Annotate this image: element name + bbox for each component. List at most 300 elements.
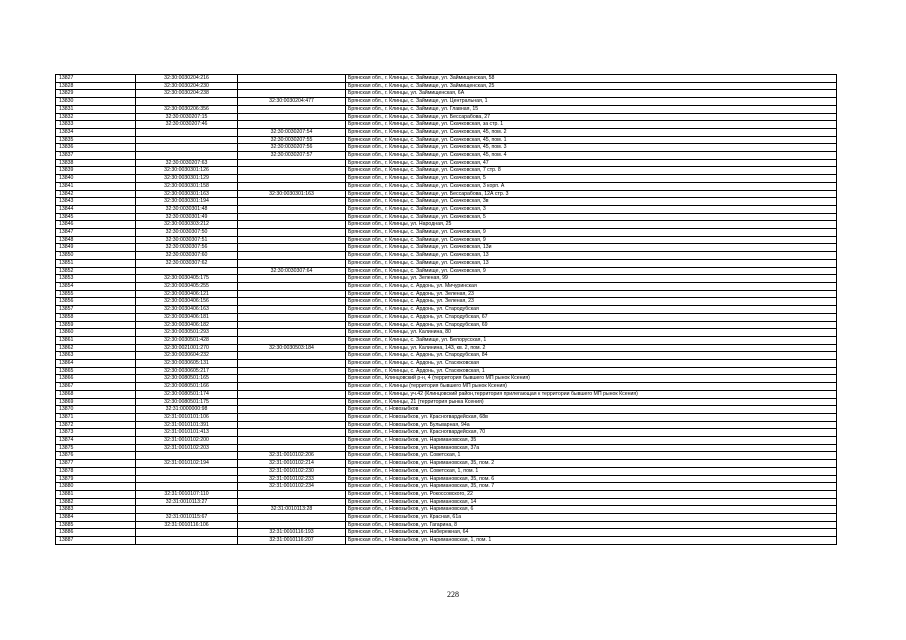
cadastral-number-cell xyxy=(136,467,238,475)
table-row xyxy=(56,490,837,498)
cadastral-number-cell: 32:30:0030307:56 xyxy=(136,244,238,252)
address-cell: Брянская обл., г. Клинцы, ул. Зеленая, 99 xyxy=(346,275,837,283)
table-row xyxy=(56,498,837,506)
address-cell: Брянская обл., г. Новозыбков, ул. Красногвардейская, 70 xyxy=(346,429,837,437)
linked-cadastral-number-cell xyxy=(238,75,346,83)
cadastral-number-cell xyxy=(136,475,238,483)
linked-cadastral-number-cell xyxy=(238,321,346,329)
row-number-cell: 13856 xyxy=(56,298,136,306)
address-cell: Брянская обл., г. Новозыбков, ул. Советская, 1 xyxy=(346,452,837,460)
row-number-cell: 13884 xyxy=(56,514,136,522)
row-number-cell: 13857 xyxy=(56,306,136,314)
linked-cadastral-number-cell: 32:31:0010113:28 xyxy=(238,506,346,514)
cadastral-number-cell: 32:31:0010102:203 xyxy=(136,444,238,452)
linked-cadastral-number-cell xyxy=(238,205,346,213)
address-cell: Брянская обл., г. Клинцы, с. Ардонь, ул. Стародубская, 69 xyxy=(346,321,837,329)
address-cell: Брянская обл., г. Клинцы, с. Займище, ул. Скачковская, 9 xyxy=(346,236,837,244)
table-row xyxy=(56,390,837,398)
address-cell: Брянская обл., г. Клинцы, с. Займище, ул. Скачковская, 5 xyxy=(346,213,837,221)
cadastral-number-cell: 32:30:0030307:62 xyxy=(136,259,238,267)
table-row xyxy=(56,82,837,90)
table-row xyxy=(56,152,837,160)
table-row xyxy=(56,537,837,545)
cadastral-number-cell xyxy=(136,144,238,152)
table-row xyxy=(56,144,837,152)
table-row xyxy=(56,383,837,391)
table-row xyxy=(56,128,837,136)
table-row xyxy=(56,229,837,237)
table-row xyxy=(56,182,837,190)
linked-cadastral-number-cell: 32:30:0030207:56 xyxy=(238,144,346,152)
address-cell: Брянская обл., г. Новозыбков, ул. Гагарина, 8 xyxy=(346,521,837,529)
cadastral-number-cell xyxy=(136,128,238,136)
table-row xyxy=(56,413,837,421)
cadastral-number-cell: 32:30:0030307:51 xyxy=(136,236,238,244)
table-row xyxy=(56,198,837,206)
address-cell: Брянская обл., г. Клинцы, с. Займище, ул. Скачковская, 3в xyxy=(346,198,837,206)
row-number-cell: 13854 xyxy=(56,282,136,290)
address-cell: Брянская обл., г. Клинцы, с. Займище, ул. Скачковская, 45, пом. 3 xyxy=(346,144,837,152)
cadastral-number-cell: 32:30:0030406:181 xyxy=(136,313,238,321)
address-cell: Брянская обл., г. Клинцы, с. Ардонь, ул. Стасюковская xyxy=(346,360,837,368)
row-number-cell: 13860 xyxy=(56,329,136,337)
table-row xyxy=(56,259,837,267)
address-cell: Брянская обл., г. Клинцы, с. Займище, ул. Скачковская, за стр. 1 xyxy=(346,121,837,129)
row-number-cell: 13883 xyxy=(56,506,136,514)
cadastral-number-cell xyxy=(136,452,238,460)
table-row xyxy=(56,75,837,83)
row-number-cell: 13847 xyxy=(56,229,136,237)
row-number-cell: 13849 xyxy=(56,244,136,252)
cadastral-number-cell: 32:30:0030405:175 xyxy=(136,275,238,283)
address-cell: Брянская обл., г. Клинцы, с. Займище, ул. Скачковская, 3 корп. А xyxy=(346,182,837,190)
cadastral-number-cell: 32:30:0030406:121 xyxy=(136,290,238,298)
cadastral-number-cell xyxy=(136,537,238,545)
table-row xyxy=(56,244,837,252)
address-cell: Брянская обл., г. Новозыбков, ул. Наримановская, 35, пом. 7 xyxy=(346,483,837,491)
linked-cadastral-number-cell: 32:30:0030204:477 xyxy=(238,98,346,106)
table-row xyxy=(56,175,837,183)
row-number-cell: 13841 xyxy=(56,182,136,190)
address-cell: Брянская обл., г. Клинцы, с. Займище, ул. Займищенская, 25 xyxy=(346,82,837,90)
row-number-cell: 13862 xyxy=(56,344,136,352)
table-row xyxy=(56,136,837,144)
linked-cadastral-number-cell xyxy=(238,306,346,314)
table-row xyxy=(56,313,837,321)
linked-cadastral-number-cell xyxy=(238,105,346,113)
cadastral-number-cell: 32:30:0030207:46 xyxy=(136,121,238,129)
address-cell: Брянская обл., г. Новозыбков, ул. Набережная, 64 xyxy=(346,529,837,537)
row-number-cell: 13865 xyxy=(56,367,136,375)
cadastral-number-cell: 32:30:0030301:129 xyxy=(136,175,238,183)
row-number-cell: 13834 xyxy=(56,128,136,136)
linked-cadastral-number-cell: 32:31:0010116:193 xyxy=(238,529,346,537)
address-cell: Брянская обл., г. Клинцы, с. Займище, ул. Скачковская, 5 xyxy=(346,175,837,183)
address-cell: Брянская обл., г. Клинцы, с. Займище, ул. Скачковская, 45, пом. 1 xyxy=(346,136,837,144)
linked-cadastral-number-cell xyxy=(238,352,346,360)
address-cell: Брянская обл., г. Клинцы, с. Займище, ул. Скачковская, 47 xyxy=(346,159,837,167)
address-cell: Брянская обл., г. Клинцы, с. Ардонь, ул. Мичуринская xyxy=(346,282,837,290)
cadastral-number-cell: 32:31:0010101:391 xyxy=(136,421,238,429)
linked-cadastral-number-cell xyxy=(238,437,346,445)
row-number-cell: 13843 xyxy=(56,198,136,206)
cadastral-number-cell: 32:31:0010116:106 xyxy=(136,521,238,529)
address-cell: Брянская обл., г. Клинцы, с. Займище, ул. Скачковская, 13 xyxy=(346,252,837,260)
cadastral-number-cell: 32:30:0030501:428 xyxy=(136,336,238,344)
linked-cadastral-number-cell xyxy=(238,198,346,206)
cadastral-number-cell: 32:30:0030206:356 xyxy=(136,105,238,113)
property-table xyxy=(55,74,837,545)
linked-cadastral-number-cell xyxy=(238,221,346,229)
linked-cadastral-number-cell xyxy=(238,329,346,337)
cadastral-number-cell: 32:30:0030204:216 xyxy=(136,75,238,83)
cadastral-number-cell: 32:30:0030405:255 xyxy=(136,282,238,290)
row-number-cell: 13868 xyxy=(56,390,136,398)
address-cell: Брянская обл., г. Клинцы, с. Займище, ул. Займищенская, 58 xyxy=(346,75,837,83)
cadastral-number-cell xyxy=(136,529,238,537)
linked-cadastral-number-cell xyxy=(238,259,346,267)
row-number-cell: 13833 xyxy=(56,121,136,129)
linked-cadastral-number-cell xyxy=(238,275,346,283)
cadastral-number-cell: 32:30:0030301:194 xyxy=(136,198,238,206)
cadastral-number-cell: 32:30:0080501:175 xyxy=(136,398,238,406)
table-row xyxy=(56,475,837,483)
row-number-cell: 13829 xyxy=(56,90,136,98)
address-cell: Брянская обл., г. Новозыбков, ул. Наримановская, 1, пом. 1 xyxy=(346,537,837,545)
linked-cadastral-number-cell xyxy=(238,398,346,406)
row-number-cell: 13836 xyxy=(56,144,136,152)
linked-cadastral-number-cell xyxy=(238,406,346,414)
table-row xyxy=(56,352,837,360)
linked-cadastral-number-cell: 32:31:0010102:206 xyxy=(238,452,346,460)
cadastral-number-cell: 32:30:0080501:174 xyxy=(136,390,238,398)
address-cell: Брянская обл., г. Новозыбков, ул. Наримановская, 14 xyxy=(346,498,837,506)
cadastral-number-cell: 32:30:0030604:232 xyxy=(136,352,238,360)
table-row xyxy=(56,105,837,113)
row-number-cell: 13879 xyxy=(56,475,136,483)
row-number-cell: 13863 xyxy=(56,352,136,360)
linked-cadastral-number-cell xyxy=(238,313,346,321)
cadastral-number-cell: 32:30:0030307:60 xyxy=(136,252,238,260)
address-cell: Брянская обл., г. Клинцы, с. Займище, ул. Белорусская, 1 xyxy=(346,336,837,344)
address-cell: Брянская обл., г. Клинцы, с. Займище, ул. Скачковская, 3 xyxy=(346,205,837,213)
cadastral-number-cell: 32:30:0080501:165 xyxy=(136,375,238,383)
address-cell: Брянская обл., г. Новозыбков, ул. Советская, 1, пом. 1 xyxy=(346,467,837,475)
linked-cadastral-number-cell: 32:31:0010102:230 xyxy=(238,467,346,475)
cadastral-number-cell: 32:31:0010107:110 xyxy=(136,490,238,498)
cadastral-number-cell xyxy=(136,136,238,144)
cadastral-number-cell xyxy=(136,483,238,491)
address-cell: Брянская обл., г. Клинцы, с. Ардонь, ул. Зеленая, 23 xyxy=(346,298,837,306)
table-body xyxy=(56,75,837,545)
address-cell: Брянская обл., г. Клинцы, с. Ардонь, ул. Стародубская xyxy=(346,306,837,314)
address-cell: Брянская обл., г. Клинцы, с. Ардонь, ул. Зеленая, 23 xyxy=(346,290,837,298)
linked-cadastral-number-cell: 32:31:0010102:214 xyxy=(238,460,346,468)
address-cell: Брянская обл., г. Новозыбков xyxy=(346,406,837,414)
linked-cadastral-number-cell xyxy=(238,213,346,221)
cadastral-number-cell: 32:30:0030303:212 xyxy=(136,221,238,229)
cadastral-number-cell: 32:30:0021001:270 xyxy=(136,344,238,352)
table-row xyxy=(56,275,837,283)
row-number-cell: 13850 xyxy=(56,252,136,260)
row-number-cell: 13840 xyxy=(56,175,136,183)
table-row xyxy=(56,298,837,306)
row-number-cell: 13882 xyxy=(56,498,136,506)
row-number-cell: 13827 xyxy=(56,75,136,83)
row-number-cell: 13844 xyxy=(56,205,136,213)
linked-cadastral-number-cell xyxy=(238,490,346,498)
cadastral-number-cell: 32:31:0010115:67 xyxy=(136,514,238,522)
linked-cadastral-number-cell: 32:31:0010102:233 xyxy=(238,475,346,483)
linked-cadastral-number-cell xyxy=(238,367,346,375)
table-row xyxy=(56,437,837,445)
row-number-cell: 13853 xyxy=(56,275,136,283)
linked-cadastral-number-cell xyxy=(238,167,346,175)
table-row xyxy=(56,506,837,514)
linked-cadastral-number-cell xyxy=(238,290,346,298)
address-cell: Брянская обл., г. Клинцы, с. Займище, ул. Бессарабова, 12А стр. 3 xyxy=(346,190,837,198)
table-row xyxy=(56,321,837,329)
linked-cadastral-number-cell: 32:30:0030207:55 xyxy=(238,136,346,144)
row-number-cell: 13864 xyxy=(56,360,136,368)
cadastral-number-cell: 32:30:0030204:230 xyxy=(136,82,238,90)
table-row xyxy=(56,113,837,121)
cadastral-number-cell: 32:30:0030207:63 xyxy=(136,159,238,167)
table-row xyxy=(56,467,837,475)
cadastral-number-cell: 32:30:0030406:163 xyxy=(136,306,238,314)
address-cell: Брянская обл., Клинцовский р-н, 4 (территория бывшего МП рынок Ксения) xyxy=(346,375,837,383)
row-number-cell: 13837 xyxy=(56,152,136,160)
table-row xyxy=(56,344,837,352)
linked-cadastral-number-cell xyxy=(238,298,346,306)
table-row xyxy=(56,306,837,314)
cadastral-number-cell: 32:30:0030301:49 xyxy=(136,213,238,221)
linked-cadastral-number-cell xyxy=(238,82,346,90)
linked-cadastral-number-cell xyxy=(238,90,346,98)
row-number-cell: 13874 xyxy=(56,437,136,445)
cadastral-number-cell: 32:30:0080501:166 xyxy=(136,383,238,391)
row-number-cell: 13858 xyxy=(56,313,136,321)
table-row xyxy=(56,121,837,129)
row-number-cell: 13855 xyxy=(56,290,136,298)
address-cell: Брянская обл., г. Клинцы, с. Займище, ул. Скачковская, 13и xyxy=(346,244,837,252)
linked-cadastral-number-cell: 32:31:0010102:234 xyxy=(238,483,346,491)
linked-cadastral-number-cell xyxy=(238,182,346,190)
row-number-cell: 13878 xyxy=(56,467,136,475)
cadastral-number-cell: 32:30:0030605:217 xyxy=(136,367,238,375)
linked-cadastral-number-cell xyxy=(238,421,346,429)
row-number-cell: 13842 xyxy=(56,190,136,198)
address-cell: Брянская обл., г. Клинцы, с. Займище, ул. Скачковская, 13 xyxy=(346,259,837,267)
row-number-cell: 13839 xyxy=(56,167,136,175)
linked-cadastral-number-cell xyxy=(238,175,346,183)
address-cell: Брянская обл., г. Клинцы, уч.42 (Клинцовский район,территория прилегающая к территории бывшего МП рынок Ксения) xyxy=(346,390,837,398)
linked-cadastral-number-cell xyxy=(238,429,346,437)
address-cell: Брянская обл., г. Новозыбков, ул. Красногвардейская, 68в xyxy=(346,413,837,421)
row-number-cell: 13876 xyxy=(56,452,136,460)
address-cell: Брянская обл., г. Клинцы, с. Займище, ул. Скачковская, 45, пом. 4 xyxy=(346,152,837,160)
row-number-cell: 13881 xyxy=(56,490,136,498)
linked-cadastral-number-cell: 32:30:0030503:184 xyxy=(238,344,346,352)
address-cell: Брянская обл., г. Клинцы, ул. Калинина, 80 xyxy=(346,329,837,337)
row-number-cell: 13886 xyxy=(56,529,136,537)
linked-cadastral-number-cell: 32:30:0030301:163 xyxy=(238,190,346,198)
row-number-cell: 13867 xyxy=(56,383,136,391)
cadastral-number-cell: 32:30:0030406:156 xyxy=(136,298,238,306)
table-row xyxy=(56,236,837,244)
table-row xyxy=(56,336,837,344)
row-number-cell: 13871 xyxy=(56,413,136,421)
table-row xyxy=(56,406,837,414)
cadastral-number-cell: 32:30:0030301:48 xyxy=(136,205,238,213)
linked-cadastral-number-cell xyxy=(238,498,346,506)
row-number-cell: 13831 xyxy=(56,105,136,113)
table-row xyxy=(56,375,837,383)
cadastral-number-cell: 32:31:0010102:194 xyxy=(136,460,238,468)
linked-cadastral-number-cell xyxy=(238,244,346,252)
row-number-cell: 13873 xyxy=(56,429,136,437)
row-number-cell: 13851 xyxy=(56,259,136,267)
row-number-cell: 13877 xyxy=(56,460,136,468)
row-number-cell: 13845 xyxy=(56,213,136,221)
cadastral-number-cell: 32:30:0030605:131 xyxy=(136,360,238,368)
row-number-cell: 13838 xyxy=(56,159,136,167)
table-row xyxy=(56,290,837,298)
linked-cadastral-number-cell: 32:30:0030307:64 xyxy=(238,267,346,275)
linked-cadastral-number-cell xyxy=(238,413,346,421)
cadastral-number-cell xyxy=(136,267,238,275)
row-number-cell: 13835 xyxy=(56,136,136,144)
table-row xyxy=(56,190,837,198)
linked-cadastral-number-cell xyxy=(238,229,346,237)
row-number-cell: 13861 xyxy=(56,336,136,344)
row-number-cell: 13852 xyxy=(56,267,136,275)
table-row xyxy=(56,98,837,106)
table-row xyxy=(56,444,837,452)
address-cell: Брянская обл., г. Клинцы, 21 (территория рынка Ксения) xyxy=(346,398,837,406)
table-row xyxy=(56,213,837,221)
table-row xyxy=(56,159,837,167)
table-row xyxy=(56,483,837,491)
table-row xyxy=(56,329,837,337)
linked-cadastral-number-cell xyxy=(238,375,346,383)
table-row xyxy=(56,205,837,213)
cadastral-number-cell: 32:31:0000000:98 xyxy=(136,406,238,414)
cadastral-number-cell: 32:30:0030207:15 xyxy=(136,113,238,121)
address-cell: Брянская обл., г. Новозыбков, ул. Наримановская, 6 xyxy=(346,506,837,514)
table-row xyxy=(56,398,837,406)
table-row xyxy=(56,421,837,429)
address-cell: Брянская обл., г. Клинцы, с. Займище, ул. Скачковская, 45, пом. 2 xyxy=(346,128,837,136)
row-number-cell: 13869 xyxy=(56,398,136,406)
linked-cadastral-number-cell xyxy=(238,252,346,260)
row-number-cell: 13885 xyxy=(56,521,136,529)
address-cell: Брянская обл., г. Клинцы, с. Ардонь, ул. Стасюковская, 1 xyxy=(346,367,837,375)
linked-cadastral-number-cell xyxy=(238,159,346,167)
row-number-cell: 13846 xyxy=(56,221,136,229)
linked-cadastral-number-cell xyxy=(238,282,346,290)
cadastral-number-cell: 32:31:0010113:27 xyxy=(136,498,238,506)
address-cell: Брянская обл., г. Новозыбков, ул. Бульварная, 94а xyxy=(346,421,837,429)
row-number-cell: 13830 xyxy=(56,98,136,106)
row-number-cell: 13880 xyxy=(56,483,136,491)
row-number-cell: 13848 xyxy=(56,236,136,244)
row-number-cell: 13887 xyxy=(56,537,136,545)
cadastral-number-cell: 32:31:0010102:200 xyxy=(136,437,238,445)
address-cell: Брянская обл., г. Клинцы, с. Займище, ул. Скачковская, 9 xyxy=(346,229,837,237)
linked-cadastral-number-cell: 32:31:0010116:207 xyxy=(238,537,346,545)
table-row xyxy=(56,429,837,437)
row-number-cell: 13875 xyxy=(56,444,136,452)
linked-cadastral-number-cell xyxy=(238,390,346,398)
table-row xyxy=(56,521,837,529)
row-number-cell: 13828 xyxy=(56,82,136,90)
table-row xyxy=(56,221,837,229)
address-cell: Брянская обл., г. Клинцы, с. Займище, ул. Центральная, 1 xyxy=(346,98,837,106)
row-number-cell: 13872 xyxy=(56,421,136,429)
address-cell: Брянская обл., г. Клинцы (территория бывшего МП рынок Ксения) xyxy=(346,383,837,391)
address-cell: Брянская обл., г. Клинцы, ул. Народная, 25 xyxy=(346,221,837,229)
row-number-cell: 13866 xyxy=(56,375,136,383)
address-cell: Брянская обл., г. Новозыбков, ул. Наримановская, 37а xyxy=(346,444,837,452)
cadastral-number-cell: 32:30:0030301:158 xyxy=(136,182,238,190)
table-row xyxy=(56,529,837,537)
address-cell: Брянская обл., г. Клинцы, с. Займище, ул. Бессарабова, 27 xyxy=(346,113,837,121)
cadastral-number-cell: 32:30:0030204:238 xyxy=(136,90,238,98)
row-number-cell: 13859 xyxy=(56,321,136,329)
cadastral-number-cell xyxy=(136,506,238,514)
table-row xyxy=(56,360,837,368)
cadastral-number-cell: 32:30:0030301:163 xyxy=(136,190,238,198)
table-row xyxy=(56,514,837,522)
linked-cadastral-number-cell xyxy=(238,444,346,452)
page-number: 228 xyxy=(447,590,459,599)
table-row xyxy=(56,167,837,175)
linked-cadastral-number-cell xyxy=(238,236,346,244)
address-cell: Брянская обл., г. Новозыбков, ул. Рокоссовского, 22 xyxy=(346,490,837,498)
address-cell: Брянская обл., г. Новозыбков, ул. Наримановская, 35, пом. 6 xyxy=(346,475,837,483)
cadastral-number-cell: 32:31:0010101:413 xyxy=(136,429,238,437)
row-number-cell: 13832 xyxy=(56,113,136,121)
table-row xyxy=(56,367,837,375)
address-cell: Брянская обл., г. Клинцы, ул. Займищенская, 6А xyxy=(346,90,837,98)
address-cell: Брянская обл., г. Клинцы, ул. Калинина, 143, кв. 2, пом. 2 xyxy=(346,344,837,352)
linked-cadastral-number-cell xyxy=(238,113,346,121)
address-cell: Брянская обл., г. Новозыбков, ул. Наримановская, 35 xyxy=(346,437,837,445)
linked-cadastral-number-cell xyxy=(238,521,346,529)
linked-cadastral-number-cell xyxy=(238,336,346,344)
cadastral-number-cell xyxy=(136,152,238,160)
address-cell: Брянская обл., г. Клинцы, с. Займище, ул. Главная, 15 xyxy=(346,105,837,113)
table-row xyxy=(56,252,837,260)
table-row xyxy=(56,267,837,275)
address-cell: Брянская обл., г. Клинцы, с. Ардонь, ул. Стародубская, 84 xyxy=(346,352,837,360)
cadastral-number-cell: 32:30:0030301:126 xyxy=(136,167,238,175)
address-cell: Брянская обл., г. Клинцы, с. Ардонь, ул. Стародубская, 67 xyxy=(346,313,837,321)
linked-cadastral-number-cell: 32:30:0030207:57 xyxy=(238,152,346,160)
address-cell: Брянская обл., г. Клинцы, с. Займище, ул. Скачковская, 7 стр. 8 xyxy=(346,167,837,175)
linked-cadastral-number-cell xyxy=(238,360,346,368)
table-row xyxy=(56,90,837,98)
linked-cadastral-number-cell: 32:30:0030207:54 xyxy=(238,128,346,136)
cadastral-number-cell: 32:30:0030501:293 xyxy=(136,329,238,337)
cadastral-number-cell: 32:31:0010101:106 xyxy=(136,413,238,421)
cadastral-number-cell: 32:30:0030307:50 xyxy=(136,229,238,237)
table-row xyxy=(56,460,837,468)
address-cell: Брянская обл., г. Клинцы, с. Займище, ул. Скачковская, 9 xyxy=(346,267,837,275)
cadastral-number-cell: 32:30:0030406:182 xyxy=(136,321,238,329)
address-cell: Брянская обл., г. Новозыбков, ул. Наримановская, 35, пом. 2 xyxy=(346,460,837,468)
